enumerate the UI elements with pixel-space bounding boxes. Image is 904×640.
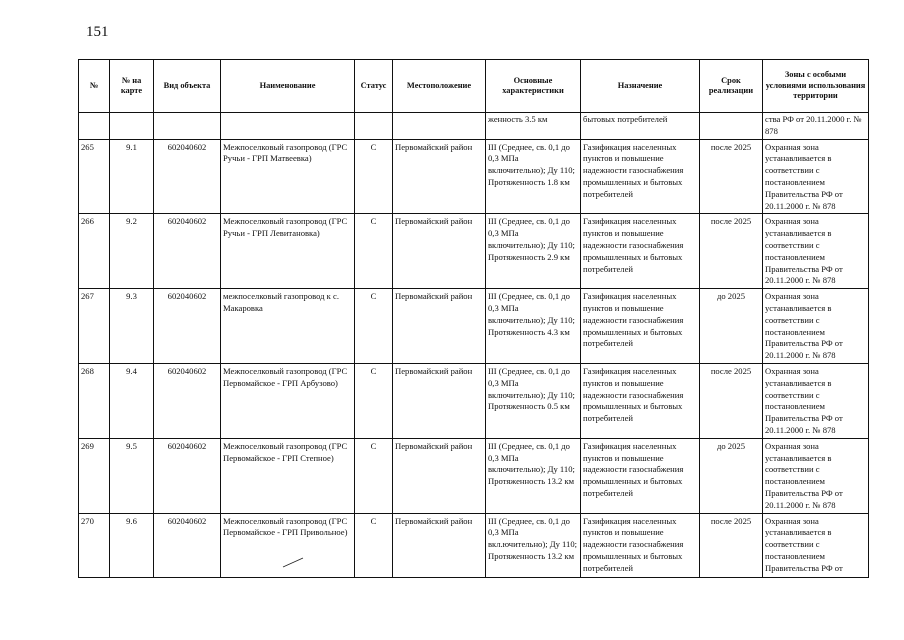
cell-characteristics: III (Среднее, св. 0,1 до 0,3 МПа вкл.ючительно); Ду 110; Протяженность 13.2 км — [486, 513, 581, 577]
header-term: Срок реализации — [700, 60, 763, 113]
cell-purpose: Газификация населенных пунктов и повышение надежности газоснабжения промышленных и бытовых потребителей — [581, 139, 700, 214]
cell-name: Межпоселковый газопровод (ГРС Ручьи - ГРП Левитановка) — [221, 214, 355, 289]
cell-map-num: 9.5 — [110, 438, 154, 513]
cell-characteristics: III (Среднее, св. 0,1 до 0,3 МПа включительно); Ду 110; Протяженность 2.9 км — [486, 214, 581, 289]
header-num: № — [79, 60, 110, 113]
cell-status: С — [355, 289, 393, 364]
cell-map-num: 9.2 — [110, 214, 154, 289]
cell-object-type: 602040602 — [154, 438, 221, 513]
table-row — [79, 363, 869, 438]
cell-status: С — [355, 214, 393, 289]
cell-num: 269 — [79, 438, 110, 513]
table-row — [79, 139, 869, 214]
cell-zones: Охранная зона устанавливается в соответствии с постановлением Правительства РФ от 20.11.2000 г. № 878 — [763, 363, 869, 438]
cell-name: Межпоселковый газопровод (ГРС Первомайское - ГРП Привольное) — [221, 513, 355, 577]
header-object-type: Вид объекта — [154, 60, 221, 113]
cell-term: до 2025 — [700, 289, 763, 364]
table-row — [79, 214, 869, 289]
cell-map-num: 9.6 — [110, 513, 154, 577]
cell-num: 268 — [79, 363, 110, 438]
cell-status — [355, 113, 393, 140]
cell-status: С — [355, 139, 393, 214]
cell-term: после 2025 — [700, 214, 763, 289]
cell-num: 266 — [79, 214, 110, 289]
cell-location: Первомайский район — [393, 513, 486, 577]
cell-location: Первомайский район — [393, 139, 486, 214]
cell-characteristics: III (Среднее, св. 0,1 до 0,3 МПа включительно); Ду 110; Протяженность 0.5 км — [486, 363, 581, 438]
cell-status: С — [355, 513, 393, 577]
cell-name: Межпоселковый газопровод (ГРС Первомайское - ГРП Степное) — [221, 438, 355, 513]
cell-location: Первомайский район — [393, 289, 486, 364]
cell-map-num — [110, 113, 154, 140]
header-purpose: Назначение — [581, 60, 700, 113]
header-location: Местоположение — [393, 60, 486, 113]
cell-purpose: Газификация населенных пунктов и повышение надежности газоснабжения промышленных и бытовых потребителей — [581, 363, 700, 438]
cell-object-type: 602040602 — [154, 513, 221, 577]
cell-term: после 2025 — [700, 513, 763, 577]
cell-num: 270 — [79, 513, 110, 577]
header-map-num: № на карте — [110, 60, 154, 113]
cell-characteristics: III (Среднее, св. 0,1 до 0,3 МПа включительно); Ду 110; Протяженность 4.3 км — [486, 289, 581, 364]
cell-zones: Охранная зона устанавливается в соответствии с постановлением Правительства РФ от 20.11.2000 г. № 878 — [763, 214, 869, 289]
header-status: Статус — [355, 60, 393, 113]
cell-term: после 2025 — [700, 139, 763, 214]
continuation-row — [79, 113, 869, 140]
cell-status: С — [355, 363, 393, 438]
cell-location — [393, 113, 486, 140]
cell-zones: Охранная зона устанавливается в соответствии с постановлением Правительства РФ от 20.11.2000 г. № 878 — [763, 139, 869, 214]
header-zones: Зоны с особыми условиями использования территории — [763, 60, 869, 113]
cell-num: 265 — [79, 139, 110, 214]
cell-term: после 2025 — [700, 363, 763, 438]
cell-map-num: 9.1 — [110, 139, 154, 214]
cell-object-type: 602040602 — [154, 289, 221, 364]
cell-name: Межпоселковый газопровод (ГРС Первомайское - ГРП Арбузово) — [221, 363, 355, 438]
cell-status: С — [355, 438, 393, 513]
cell-map-num: 9.3 — [110, 289, 154, 364]
cell-purpose: Газификация населенных пунктов и повышение надежности газоснабжения промышленных и бытовых потребителей — [581, 214, 700, 289]
cell-num — [79, 113, 110, 140]
cell-purpose: Газификация населенных пунктов и повышение надежности газоснабжения промышленных и бытовых потребителей — [581, 513, 700, 577]
cell-zones: ства РФ от 20.11.2000 г. № 878 — [763, 113, 869, 140]
cell-name — [221, 113, 355, 140]
header-characteristics: Основные характеристики — [486, 60, 581, 113]
cell-location: Первомайский район — [393, 363, 486, 438]
header-name: Наименование — [221, 60, 355, 113]
cell-characteristics: III (Среднее, св. 0,1 до 0,3 МПа включительно); Ду 110; Протяженность 13.2 км — [486, 438, 581, 513]
table-row — [79, 513, 869, 577]
page-number: 151 — [86, 24, 109, 40]
cell-name: межпоселковый газопровод к с. Макаровка — [221, 289, 355, 364]
cell-object-type — [154, 113, 221, 140]
cell-object-type: 602040602 — [154, 214, 221, 289]
cell-map-num: 9.4 — [110, 363, 154, 438]
cell-location: Первомайский район — [393, 438, 486, 513]
cell-term — [700, 113, 763, 140]
table-row — [79, 289, 869, 364]
cell-object-type: 602040602 — [154, 363, 221, 438]
cell-characteristics: III (Среднее, св. 0,1 до 0,3 МПа включительно); Ду 110; Протяженность 1.8 км — [486, 139, 581, 214]
cell-num: 267 — [79, 289, 110, 364]
cell-purpose: бытовых потребителей — [581, 113, 700, 140]
cell-object-type: 602040602 — [154, 139, 221, 214]
table-row — [79, 438, 869, 513]
cell-zones: Охранная зона устанавливается в соответствии с постановлением Правительства РФ от 20.11.2000 г. № 878 — [763, 289, 869, 364]
pen-stroke-mark — [282, 556, 304, 568]
cell-characteristics: женность 3.5 км — [486, 113, 581, 140]
cell-zones: Охранная зона устанавливается в соответствии с постановлением Правительства РФ от 20.11.2000 г. № 878 — [763, 438, 869, 513]
cell-purpose: Газификация населенных пунктов и повышение надежности газоснабжения промышленных и бытовых потребителей — [581, 438, 700, 513]
table-header-row — [79, 60, 869, 113]
cell-purpose: Газификация населенных пунктов и повышение надежности газоснабжения промышленных и бытовых потребителей — [581, 289, 700, 364]
cell-zones: Охранная зона устанавливается в соответствии с постановлением Правительства РФ от — [763, 513, 869, 577]
cell-name: Межпоселковый газопровод (ГРС Ручьи - ГРП Матвеевка) — [221, 139, 355, 214]
cell-term: до 2025 — [700, 438, 763, 513]
cell-location: Первомайский район — [393, 214, 486, 289]
objects-table — [78, 59, 869, 578]
